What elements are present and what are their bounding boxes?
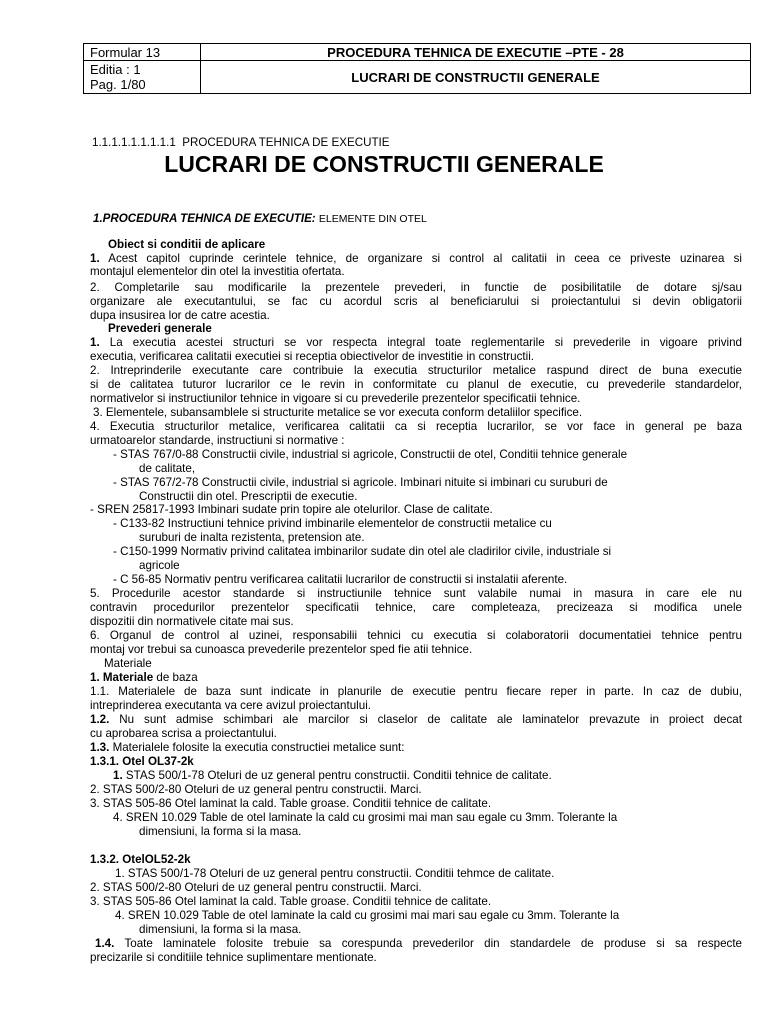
text-line	[113, 811, 742, 824]
line-text: 3. STAS 505-86 Otel laminat la cald. Table groase. Conditii tehnice de calitate.	[90, 797, 492, 810]
line-text: 2. STAS 500/2-80 Oteluri de uz general pentru constructii. Marci.	[90, 783, 422, 796]
text-line	[90, 783, 742, 796]
line-text: montajul elementelor din otel la investitia ofertata.	[90, 265, 345, 278]
text-line	[93, 406, 742, 419]
line-text: 3. STAS 505-86 Otel laminat la cald. Table groase. Conditii tehnice de calitate.	[90, 895, 492, 908]
text-line	[139, 462, 742, 475]
section-subtitle: ELEMENTE DIN OTEL	[318, 213, 427, 225]
heading-number: 1.1.1.1.1.1.1.1.1	[92, 136, 176, 149]
line-text: de calitate,	[139, 462, 196, 475]
line-text: dupa insusirea lor de catre acestia.	[90, 309, 270, 322]
text-line	[90, 643, 742, 656]
text-line	[90, 699, 742, 712]
text-line	[90, 295, 742, 308]
text-line	[139, 490, 742, 503]
text-line	[115, 909, 742, 922]
text-line	[90, 350, 742, 363]
text-line	[113, 769, 742, 782]
line-text: montaj vor trebui sa cunoasca prevederile prezentelor sped fie atii tehnice.	[90, 643, 473, 656]
line-text: Toate laminatele folosite trebuie sa corespunda prevederilor din standardele de produse si sa respecte	[124, 937, 743, 950]
line-text: dispozitii din normativele citate mai sus.	[90, 615, 294, 628]
line-text: - C150-1999 Normativ privind calitatea imbinarilor sudate din otel ale cladirilor civile, industriale si	[113, 545, 612, 558]
line-text: 5. Procedurile acestor standarde si instructiunile tehnice sunt valabile numai in masura in care ele nu	[90, 587, 742, 600]
line-text: si de calitatea tuturor lucrarilor ce le revin in conformitate cu planul de executie, cu prevederile standardelor,	[90, 378, 742, 391]
line-text: Materialele folosite la executia constructiei metalice sunt:	[112, 741, 405, 754]
text-line	[90, 434, 742, 447]
line-text: precizarile si conditiile tehnice suplimentare mentionate.	[90, 951, 377, 964]
text-line	[139, 825, 742, 838]
text-line	[90, 685, 742, 698]
line-text: 6. Organul de control al uzinei, responsabilii tehnici cu executia si colaboratorii documentatiei tehnice pentru	[90, 629, 742, 642]
text-line	[90, 265, 742, 278]
line-number: 1. Materiale	[90, 671, 154, 684]
text-line	[104, 657, 742, 670]
section-heading	[93, 212, 745, 226]
text-line	[90, 420, 742, 433]
line-text: - STAS 767/0-88 Constructii civile, industrial si agricole, Constructii de otel, Conditii tehnice generale	[113, 448, 628, 461]
line-text: Prevederi generale	[108, 322, 212, 335]
text-line	[113, 517, 742, 530]
line-text: intreprinderea executanta va cere avizul proiectantului.	[90, 699, 371, 712]
line-text: normativelor si instructiunilor tehnice in vigoare si cu prevederile prezentelor specificatii tehnice.	[90, 392, 581, 405]
text-line	[90, 252, 742, 265]
line-text: 4. Executia structurilor metalice, verificarea calitatii ca si receptia lucrarilor, se vor face in general pe baza	[90, 420, 742, 433]
line-text: 4. SREN 10.029 Table de otel laminate la cald cu grosimi mai man sau egale cu 3mm. Tolerante la	[113, 811, 618, 824]
line-text: Constructii din otel. Prescriptii de executie.	[139, 490, 358, 503]
text-line	[90, 378, 742, 391]
line-text: urmatoarelor standarde, instructiuni si normative :	[90, 434, 345, 447]
line-text: suruburi de inalta rezistenta, pretension ate.	[139, 531, 365, 544]
text-line	[90, 392, 742, 405]
text-line	[90, 364, 742, 377]
line-text: Obiect si conditii de aplicare	[108, 238, 266, 251]
text-line	[139, 531, 742, 544]
line-text: organizare ale executantului, se fac cu acordul scris al beneficiarului si proiectantului si devin obligatorii	[90, 295, 742, 308]
line-text: 2. STAS 500/2-80 Oteluri de uz general pentru constructii. Marci.	[90, 881, 422, 894]
page-number: Pag. 1/80	[90, 77, 146, 92]
line-text: - STAS 767/2-78 Constructii civile, industrial si agricole. Imbinari nituite si imbinari cu suruburi de	[113, 476, 608, 489]
line-text: 2. Completarile sau modificarile la prezentele prevederi, in functie de posibilitatile de dotare sj/sau	[90, 281, 742, 294]
text-line	[113, 448, 742, 461]
line-text: dimensiuni, la forma si la masa.	[139, 825, 302, 838]
form-number: Formular 13	[84, 44, 201, 61]
edition-page-cell	[84, 61, 201, 94]
text-line	[115, 867, 742, 880]
text-line	[90, 951, 742, 964]
line-text: 1. STAS 500/1-78 Oteluri de uz general pentru constructii. Conditii tehmce de calitate.	[115, 867, 555, 880]
text-line	[90, 309, 742, 322]
line-text: dimensiuni, la forma si la masa.	[139, 923, 302, 936]
text-line	[90, 629, 742, 642]
text-line	[139, 559, 742, 572]
text-line	[90, 713, 742, 726]
document-header	[83, 43, 751, 94]
text-line	[90, 853, 742, 866]
text-line	[90, 881, 742, 894]
line-number: 1.3.	[90, 741, 110, 754]
line-number: 1.	[90, 252, 100, 265]
line-text: 4. SREN 10.029 Table de otel laminate la cald cu grosimi mai mari sau egale cu 3mm. Tolerante la	[115, 909, 620, 922]
text-line	[113, 573, 742, 586]
text-line	[113, 545, 742, 558]
line-text: - C133-82 Instructiuni tehnice privind imbinarile elementelor de constructii metalice cu	[113, 517, 552, 530]
line-text: - SREN 25817-1993 Imbinari sudate prin topire ale otelurilor. Clase de calitate.	[90, 503, 493, 516]
line-text: 3. Elementele, subansamblele si structurite metalice se vor executa conform detaliilor specifice.	[93, 406, 583, 419]
text-line	[90, 741, 742, 754]
text-line	[95, 937, 742, 950]
line-number: 1.4.	[95, 937, 115, 950]
text-line	[90, 755, 742, 768]
line-text: contravin procedurilor prezentelor specificatii tehnice, care completeaza, precizeaza si modifica unele	[90, 601, 742, 614]
section-title: 1.PROCEDURA TEHNICA DE EXECUTIE:	[93, 212, 316, 225]
heading-line	[92, 136, 744, 149]
line-text: 1.1. Materialele de baza sunt indicate in planurile de executie pentru fiecare reper in parte. In caz de dubiu,	[90, 685, 742, 698]
line-text: de baza	[156, 671, 198, 684]
page-title: LUCRARI DE CONSTRUCTII GENERALE	[164, 151, 604, 177]
text-line	[139, 923, 742, 936]
line-text: agricole	[139, 559, 180, 572]
line-number: 1.	[90, 336, 100, 349]
line-text: 1.3.1. Otel OL37-2k	[90, 755, 194, 768]
line-text: STAS 500/1-78 Oteluri de uz general pentru constructii. Conditii tehnice de calitate.	[125, 769, 552, 782]
line-text: 1.3.2. OtelOL52-2k	[90, 853, 191, 866]
header-subject: LUCRARI DE CONSTRUCTII GENERALE	[201, 61, 751, 94]
line-text: executia, verificarea calitatii executiei si receptia obiectivelor de investitie in constructii.	[90, 350, 534, 363]
text-line	[90, 587, 742, 600]
line-text: La executia acestei structuri se vor respecta integral toate reglementarile si prevederile in vigoare privind	[109, 336, 742, 349]
line-number: 1.2.	[90, 713, 110, 726]
line-text: Materiale	[104, 657, 152, 670]
heading-text: PROCEDURA TEHNICA DE EXECUTIE	[182, 136, 390, 149]
text-line	[90, 797, 742, 810]
text-line	[113, 476, 742, 489]
text-line	[90, 895, 742, 908]
text-line	[90, 615, 742, 628]
text-line	[90, 727, 742, 740]
text-line	[90, 671, 742, 684]
edition: Editia : 1	[90, 62, 141, 77]
text-line	[90, 601, 742, 614]
text-line	[90, 281, 742, 294]
line-number: 1.	[113, 769, 123, 782]
line-text: 2. Intreprinderile executante care contribuie la executia structurilor metalice raspund direct de buna executie	[90, 364, 742, 377]
line-text: Acest capitol cuprinde cerintele tehnice, de organizare si control al calitatii in ceea ce priveste uzinarea si	[108, 252, 742, 265]
text-line	[108, 238, 742, 251]
text-line	[90, 503, 742, 516]
procedure-code: PROCEDURA TEHNICA DE EXECUTIE –PTE - 28	[201, 44, 751, 61]
text-line	[90, 336, 742, 349]
text-line	[108, 322, 742, 335]
line-text: Nu sunt admise schimbari ale marcilor si claselor de calitate ale laminatelor prevazute in proiect decat	[119, 713, 742, 726]
line-text: cu aprobarea scrisa a proiectantului.	[90, 727, 277, 740]
line-text: - C 56-85 Normativ pentru verificarea calitatii lucrarilor de constructii si instalatii aferente.	[113, 573, 568, 586]
